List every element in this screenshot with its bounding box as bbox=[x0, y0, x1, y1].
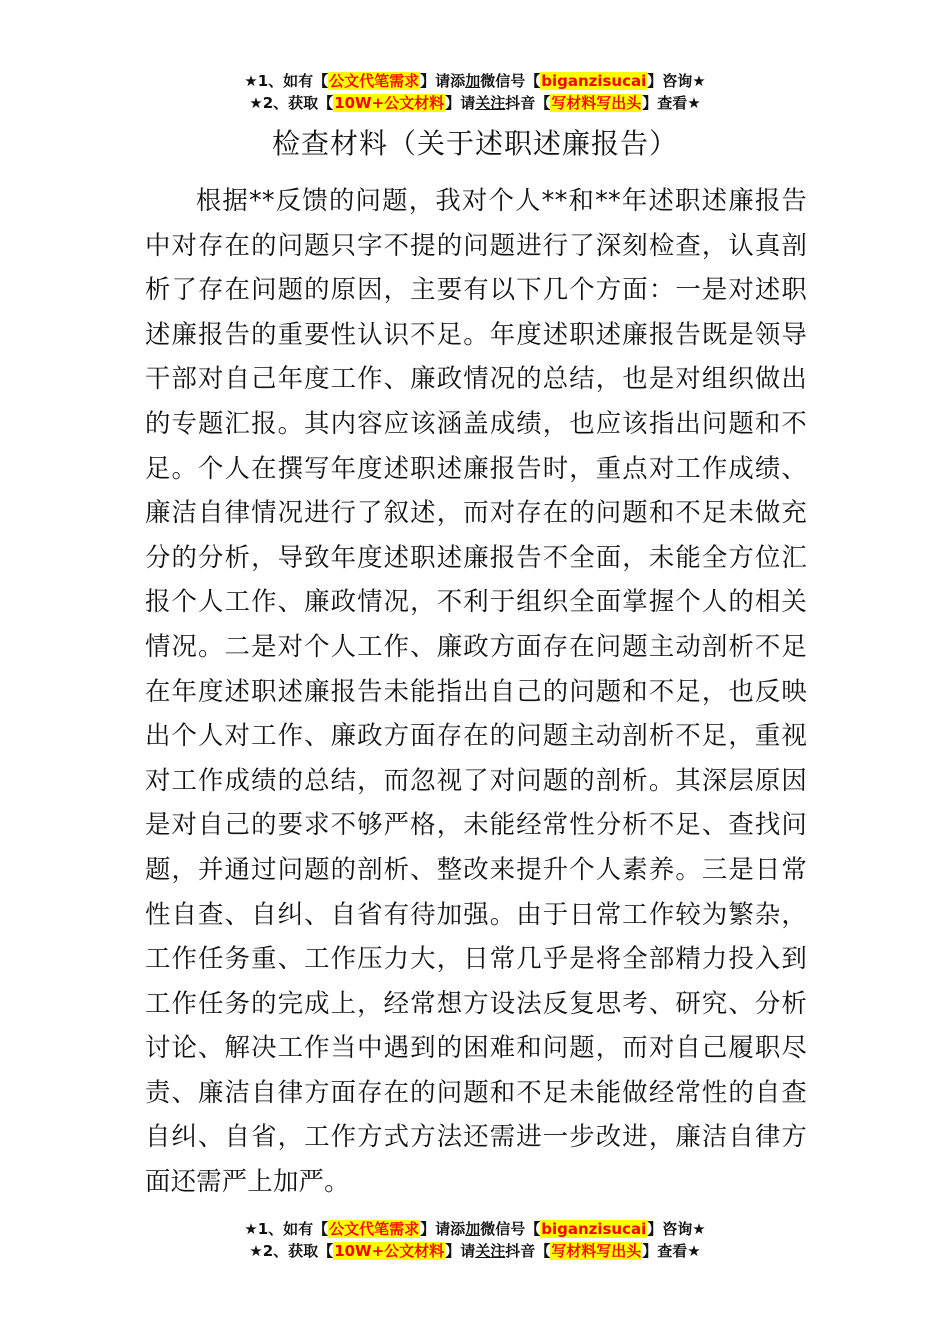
promo-line-1-emphasis: 加 bbox=[465, 72, 481, 90]
promo-line-2-prefix: ★2、获取【 bbox=[249, 1242, 334, 1260]
promo-line-1-middle-2: 微信号【 bbox=[480, 72, 541, 90]
promo-highlight-douyin-id: 写材料写出头 bbox=[551, 94, 642, 112]
promo-highlight-materials: 10W+公文材料 bbox=[334, 94, 445, 112]
promo-highlight-materials: 10W+公文材料 bbox=[334, 1242, 445, 1260]
promo-line-2-middle: 】请 bbox=[445, 1242, 476, 1260]
promo-line-2-middle: 】请 bbox=[445, 94, 476, 112]
promo-highlight-service: 公文代笔需求 bbox=[329, 1220, 420, 1238]
promo-line-2-prefix: ★2、获取【 bbox=[249, 94, 334, 112]
promo-line-1-suffix: 】咨询★ bbox=[647, 1220, 706, 1238]
promo-line-2 bbox=[0, 92, 950, 114]
promo-line-1 bbox=[0, 1218, 950, 1240]
promo-line-1-middle: 】请添 bbox=[420, 1220, 466, 1238]
promo-highlight-service: 公文代笔需求 bbox=[329, 72, 420, 90]
document-body-paragraph: 根据**反馈的问题，我对个人**和**年述职述廉报告中对存在的问题只字不提的问题进行了深刻检查，认真剖析了存在问题的原因，主要有以下几个方面：一是对述职述廉报告的重要性认识不足。年度述职述廉报告既是领导干部对自己年度工作、廉政情况的总结，也是对组织做出的专题汇报。其内容应该涵盖成绩，也应该指出问题和不足。个人在撰写年度述职述廉报告时，重点对工作成绩、廉洁自律情况进行了叙述，而对存在的问题和不足未做充分的分析，导致年度述职述廉报告不全面，未能全方位汇报个人工作、廉政情况，不利于组织全面掌握个人的相关情况。二是对个人工作、廉政方面存在问题主动剖析不足在年度述职述廉报告未能指出自己的问题和不足，也反映出个人对工作、廉政方面存在的问题主动剖析不足，重视对工作成绩的总结，而忽视了对问题的剖析。其深层原因是对自己的要求不够严格，未能经常性分析不足、查找问题，并通过问题的剖析、整改来提升个人素养。三是日常性自查、自纠、自省有待加强。由于日常工作较为繁杂，工作任务重、工作压力大，日常几乎是将全部精力投入到工作任务的完成上，经常想方设法反复思考、研究、分析讨论、解决工作当中遇到的困难和问题，而对自己履职尽责、廉洁自律方面存在的问题和不足未能做经常性的自查自纠、自省，工作方式方法还需进一步改进，廉洁自律方面还需严上加严。 bbox=[145, 185, 807, 1197]
promo-line-2-suffix: 】查看★ bbox=[642, 94, 701, 112]
top-promo-banner bbox=[0, 70, 950, 114]
promo-line-1-prefix: ★1、如有【 bbox=[244, 1220, 329, 1238]
promo-line-2-emphasis: 关注 bbox=[475, 94, 506, 112]
promo-line-1 bbox=[0, 70, 950, 92]
promo-line-2-emphasis: 关注 bbox=[475, 1242, 506, 1260]
promo-line-1-middle-2: 微信号【 bbox=[480, 1220, 541, 1238]
bottom-promo-banner bbox=[0, 1218, 950, 1262]
promo-line-1-emphasis: 加 bbox=[465, 1220, 481, 1238]
document-title: 检查材料（关于述职述廉报告） bbox=[271, 127, 678, 160]
promo-highlight-douyin-id: 写材料写出头 bbox=[551, 1242, 642, 1260]
promo-line-1-middle: 】请添 bbox=[420, 72, 466, 90]
promo-line-2-suffix: 】查看★ bbox=[642, 1242, 701, 1260]
promo-highlight-wechat-id: biganzisucai bbox=[541, 1220, 647, 1238]
promo-line-1-prefix: ★1、如有【 bbox=[244, 72, 329, 90]
promo-line-2-middle-2: 抖音【 bbox=[505, 1242, 551, 1260]
promo-highlight-wechat-id: biganzisucai bbox=[541, 72, 647, 90]
promo-line-2-middle-2: 抖音【 bbox=[505, 94, 551, 112]
promo-line-1-suffix: 】咨询★ bbox=[647, 72, 706, 90]
promo-line-2 bbox=[0, 1240, 950, 1262]
